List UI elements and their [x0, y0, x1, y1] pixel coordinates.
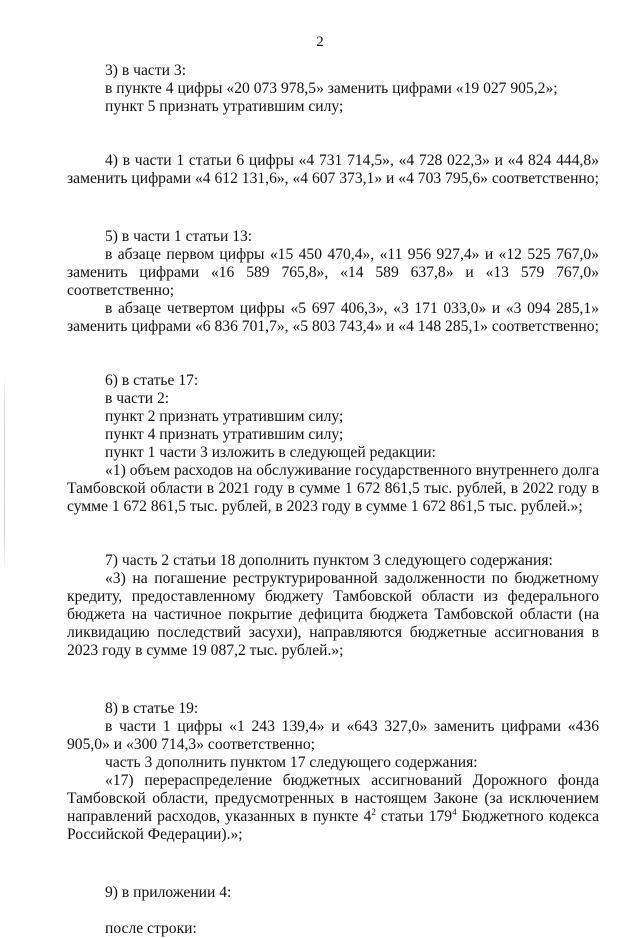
spacer	[67, 844, 599, 884]
item-6-paragraph-3: пункт 1 части 3 изложить в следующей редакции:	[105, 444, 436, 461]
item-5-paragraph-2: в абзаце четвертом цифры «5 697 406,3», «3 171 033,0» и «3 094 285,1» заменить цифрами «6 836 701,7», «5 803 743,4» и «4 148 285,1» соответственно;	[67, 300, 599, 335]
item-9-heading: 9) в приложении 4:	[105, 884, 232, 901]
item-8-quote-part-1: «17) перераспределение бюджетных ассигнований Дорожного фонда Тамбовской области, предусмотренных в настоящем Законе (за исключением направлений расходов, указанных в пункте 4	[67, 772, 599, 825]
item-6-paragraph-1: пункт 2 признать утратившим силу;	[105, 408, 344, 425]
item-8-quote-part-3: Бюджетного кодекса Российской Федерации).»;	[67, 808, 599, 843]
item-6-paragraph-2: пункт 4 признать утратившим силу;	[105, 426, 344, 443]
superscript-2: 2	[371, 806, 376, 817]
superscript-4: 4	[452, 806, 457, 817]
item-3-heading: 3) в части 3:	[105, 62, 187, 79]
item-9-paragraph: после строки:	[105, 920, 197, 937]
spacer	[67, 116, 599, 152]
item-8-quote	[67, 772, 599, 844]
document-body	[67, 62, 599, 938]
item-8-paragraph-2: часть 3 дополнить пунктом 17 следующего содержания:	[105, 754, 478, 771]
item-5-heading: 5) в части 1 статьи 13:	[105, 228, 253, 245]
item-4-paragraph: 4) в части 1 статьи 6 цифры «4 731 714,5», «4 728 022,3» и «4 824 444,8» заменить цифрами «4 612 131,6», «4 607 373,1» и «4 703 795,6» соответственно;	[67, 152, 599, 187]
spacer	[67, 660, 599, 700]
item-7-quote: «3) на погашение реструктурированной задолженности по бюджетному кредиту, предоставленному бюджету Тамбовской области из федерального бюджета на частичное покрытие дефицита бюджета Тамбовской области (на ликвидацию последствий засухи), направляются бюджетные ассигнования в 2023 году в сумме 19 087,2 тыс. рублей.»;	[67, 570, 599, 659]
item-6-quote: «1) объем расходов на обслуживание государственного внутреннего долга Тамбовской области в 2021 году в сумме 1 672 861,5 тыс. рублей, в 2022 году в сумме 1 672 861,5 тыс. рублей, в 2023 году в сумме 1 672 861,5 тыс. рублей.»;	[67, 462, 599, 515]
item-5-paragraph-1: в абзаце первом цифры «15 450 470,4», «11 956 927,4» и «12 525 767,0» заменить цифрами «16 589 765,8», «14 589 637,8» и «13 579 767,0» соответственно;	[67, 246, 599, 299]
item-8-heading: 8) в статье 19:	[105, 700, 199, 717]
item-3-paragraph-1: в пункте 4 цифры «20 073 978,5» заменить цифрами «19 027 905,2»;	[105, 80, 558, 97]
item-3-paragraph-2: пункт 5 признать утратившим силу;	[105, 98, 344, 115]
spacer	[67, 516, 599, 552]
item-6-heading: 6) в статье 17:	[105, 372, 199, 389]
scan-margin-mark	[4, 372, 5, 572]
item-6-subheading: в части 2:	[105, 390, 170, 407]
page-number: 2	[316, 34, 324, 50]
spacer	[67, 336, 599, 372]
item-7-heading: 7) часть 2 статьи 18 дополнить пунктом 3 следующего содержания:	[105, 552, 553, 569]
item-8-paragraph-1: в части 1 цифры «1 243 139,4» и «643 327,0» заменить цифрами «436 905,0» и «300 714,3» соответственно;	[67, 718, 599, 753]
item-8-quote-part-2: статьи 179	[375, 808, 453, 825]
spacer	[67, 188, 599, 228]
